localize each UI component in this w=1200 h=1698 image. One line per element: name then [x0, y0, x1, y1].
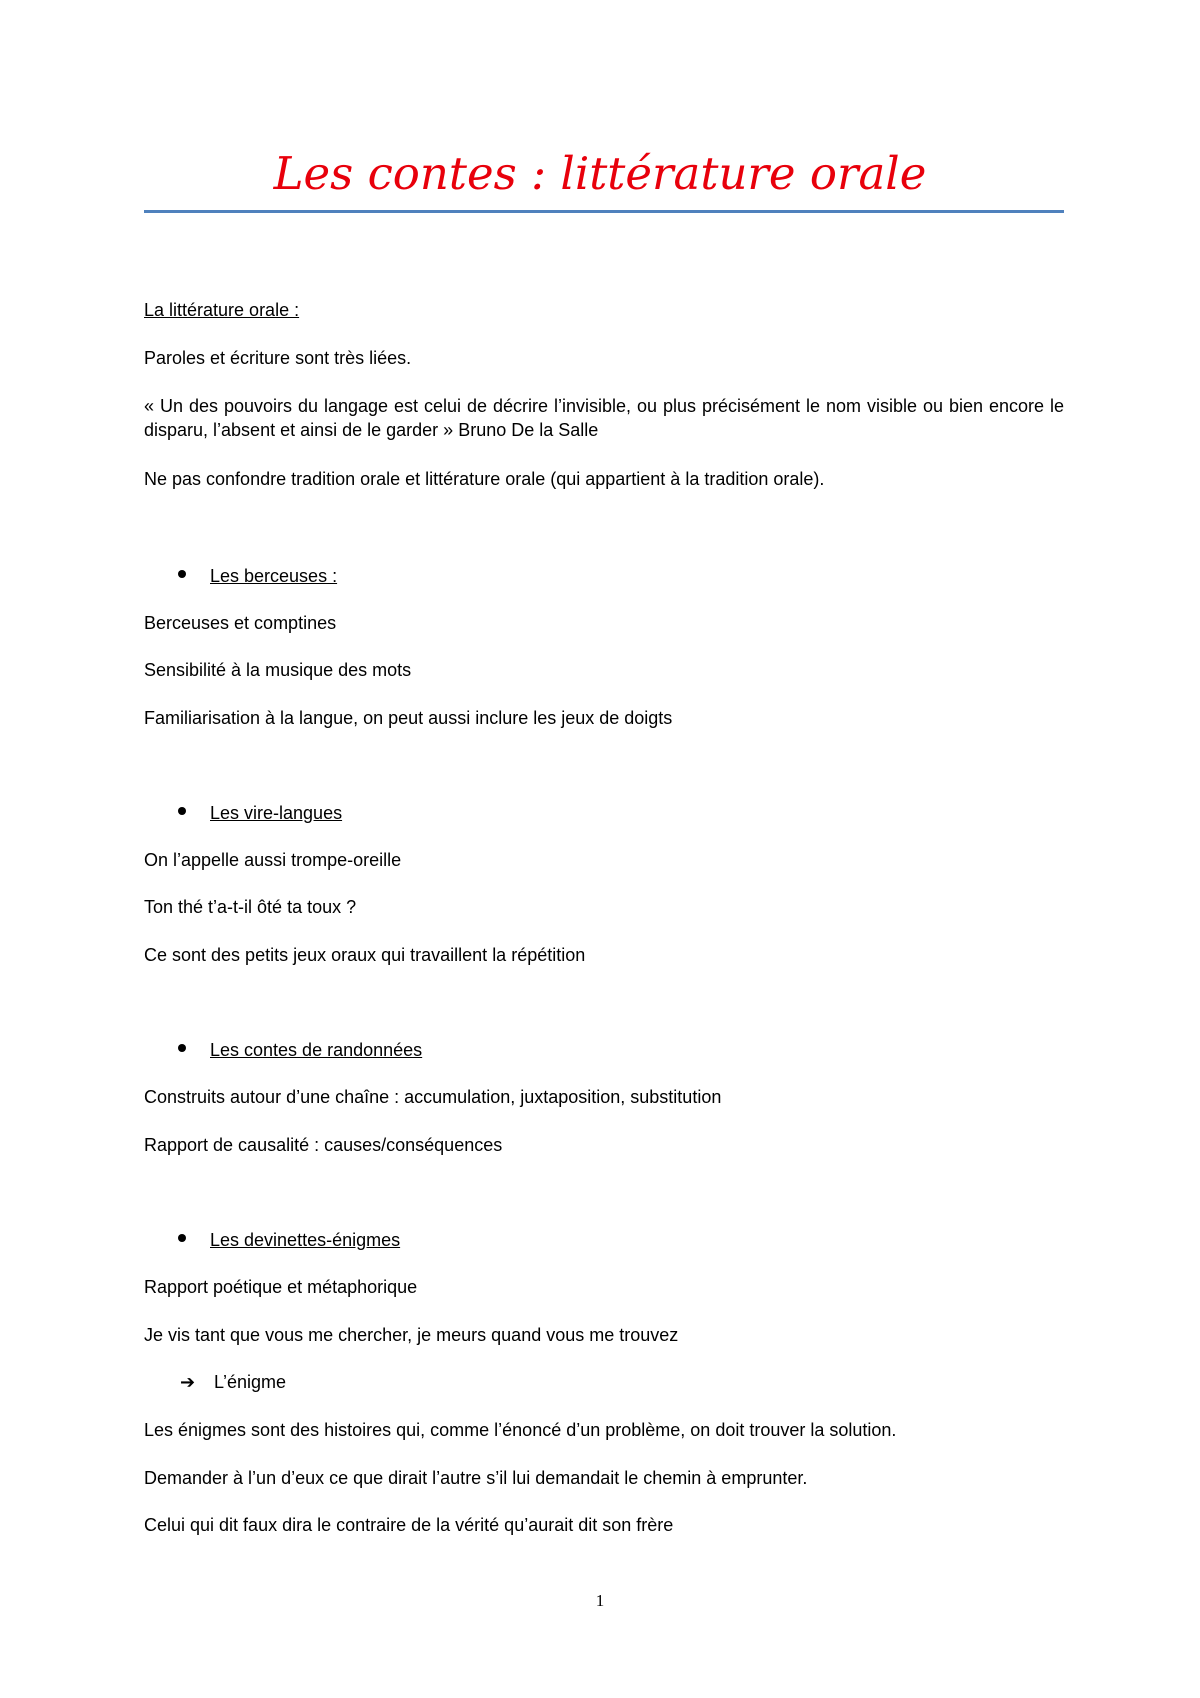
- section-contes-randonnees-heading: [178, 1038, 422, 1062]
- list-item: Familiarisation à la langue, on peut aussi inclure les jeux de doigts: [144, 708, 673, 728]
- arrow-right-icon: ➔: [180, 1372, 196, 1393]
- list-item: Construits autour d’une chaîne : accumulation, juxtaposition, substitution: [144, 1087, 722, 1107]
- section-heading-label: Les contes de randonnées: [210, 1040, 423, 1060]
- list-item: Sensibilité à la musique des mots: [144, 660, 412, 680]
- bullet-icon: [178, 570, 186, 578]
- arrow-item: [180, 1370, 286, 1395]
- section-heading-label: Les vire-langues: [210, 803, 343, 823]
- bullet-icon: [178, 807, 186, 815]
- intro-heading: La littérature orale :: [144, 300, 300, 320]
- section-berceuses-heading: [178, 564, 337, 588]
- list-item: Ton thé t’a-t-il ôté ta toux ?: [144, 897, 357, 917]
- intro-paragraph-1: Paroles et écriture sont très liées.: [144, 348, 412, 368]
- list-item: Berceuses et comptines: [144, 613, 337, 633]
- list-item: Ce sont des petits jeux oraux qui travaillent la répétition: [144, 945, 586, 965]
- list-item: Je vis tant que vous me chercher, je meurs quand vous me trouvez: [144, 1325, 679, 1345]
- list-item: Les énigmes sont des histoires qui, comme l’énoncé d’un problème, on doit trouver la solution.: [144, 1420, 897, 1440]
- section-devinettes-heading: [178, 1228, 400, 1252]
- section-vire-langues-heading: [178, 801, 342, 825]
- title-underline-rule: [144, 210, 1064, 213]
- section-heading-label: Les devinettes-énigmes: [210, 1230, 401, 1250]
- list-item: Celui qui dit faux dira le contraire de la vérité qu’aurait dit son frère: [144, 1515, 674, 1535]
- intro-paragraph-2: Ne pas confondre tradition orale et littérature orale (qui appartient à la tradition orale).: [144, 469, 825, 489]
- page-title: Les contes : littérature orale: [273, 147, 927, 200]
- section-heading-label: Les berceuses :: [210, 566, 338, 586]
- intro-quote: « Un des pouvoirs du langage est celui de décrire l’invisible, ou plus précisément le nom visible ou bien encore le disparu, l’absent et ainsi de le garder » Bruno De la Salle: [144, 396, 1064, 440]
- bullet-icon: [178, 1234, 186, 1242]
- list-item: Rapport de causalité : causes/conséquences: [144, 1135, 503, 1155]
- arrow-item-label: L’énigme: [214, 1372, 287, 1392]
- list-item: Demander à l’un d’eux ce que dirait l’autre s’il lui demandait le chemin à emprunter.: [144, 1468, 808, 1488]
- list-item: Rapport poétique et métaphorique: [144, 1277, 418, 1297]
- bullet-icon: [178, 1044, 186, 1052]
- list-item: On l’appelle aussi trompe-oreille: [144, 850, 402, 870]
- page-number: 1: [595, 1591, 605, 1610]
